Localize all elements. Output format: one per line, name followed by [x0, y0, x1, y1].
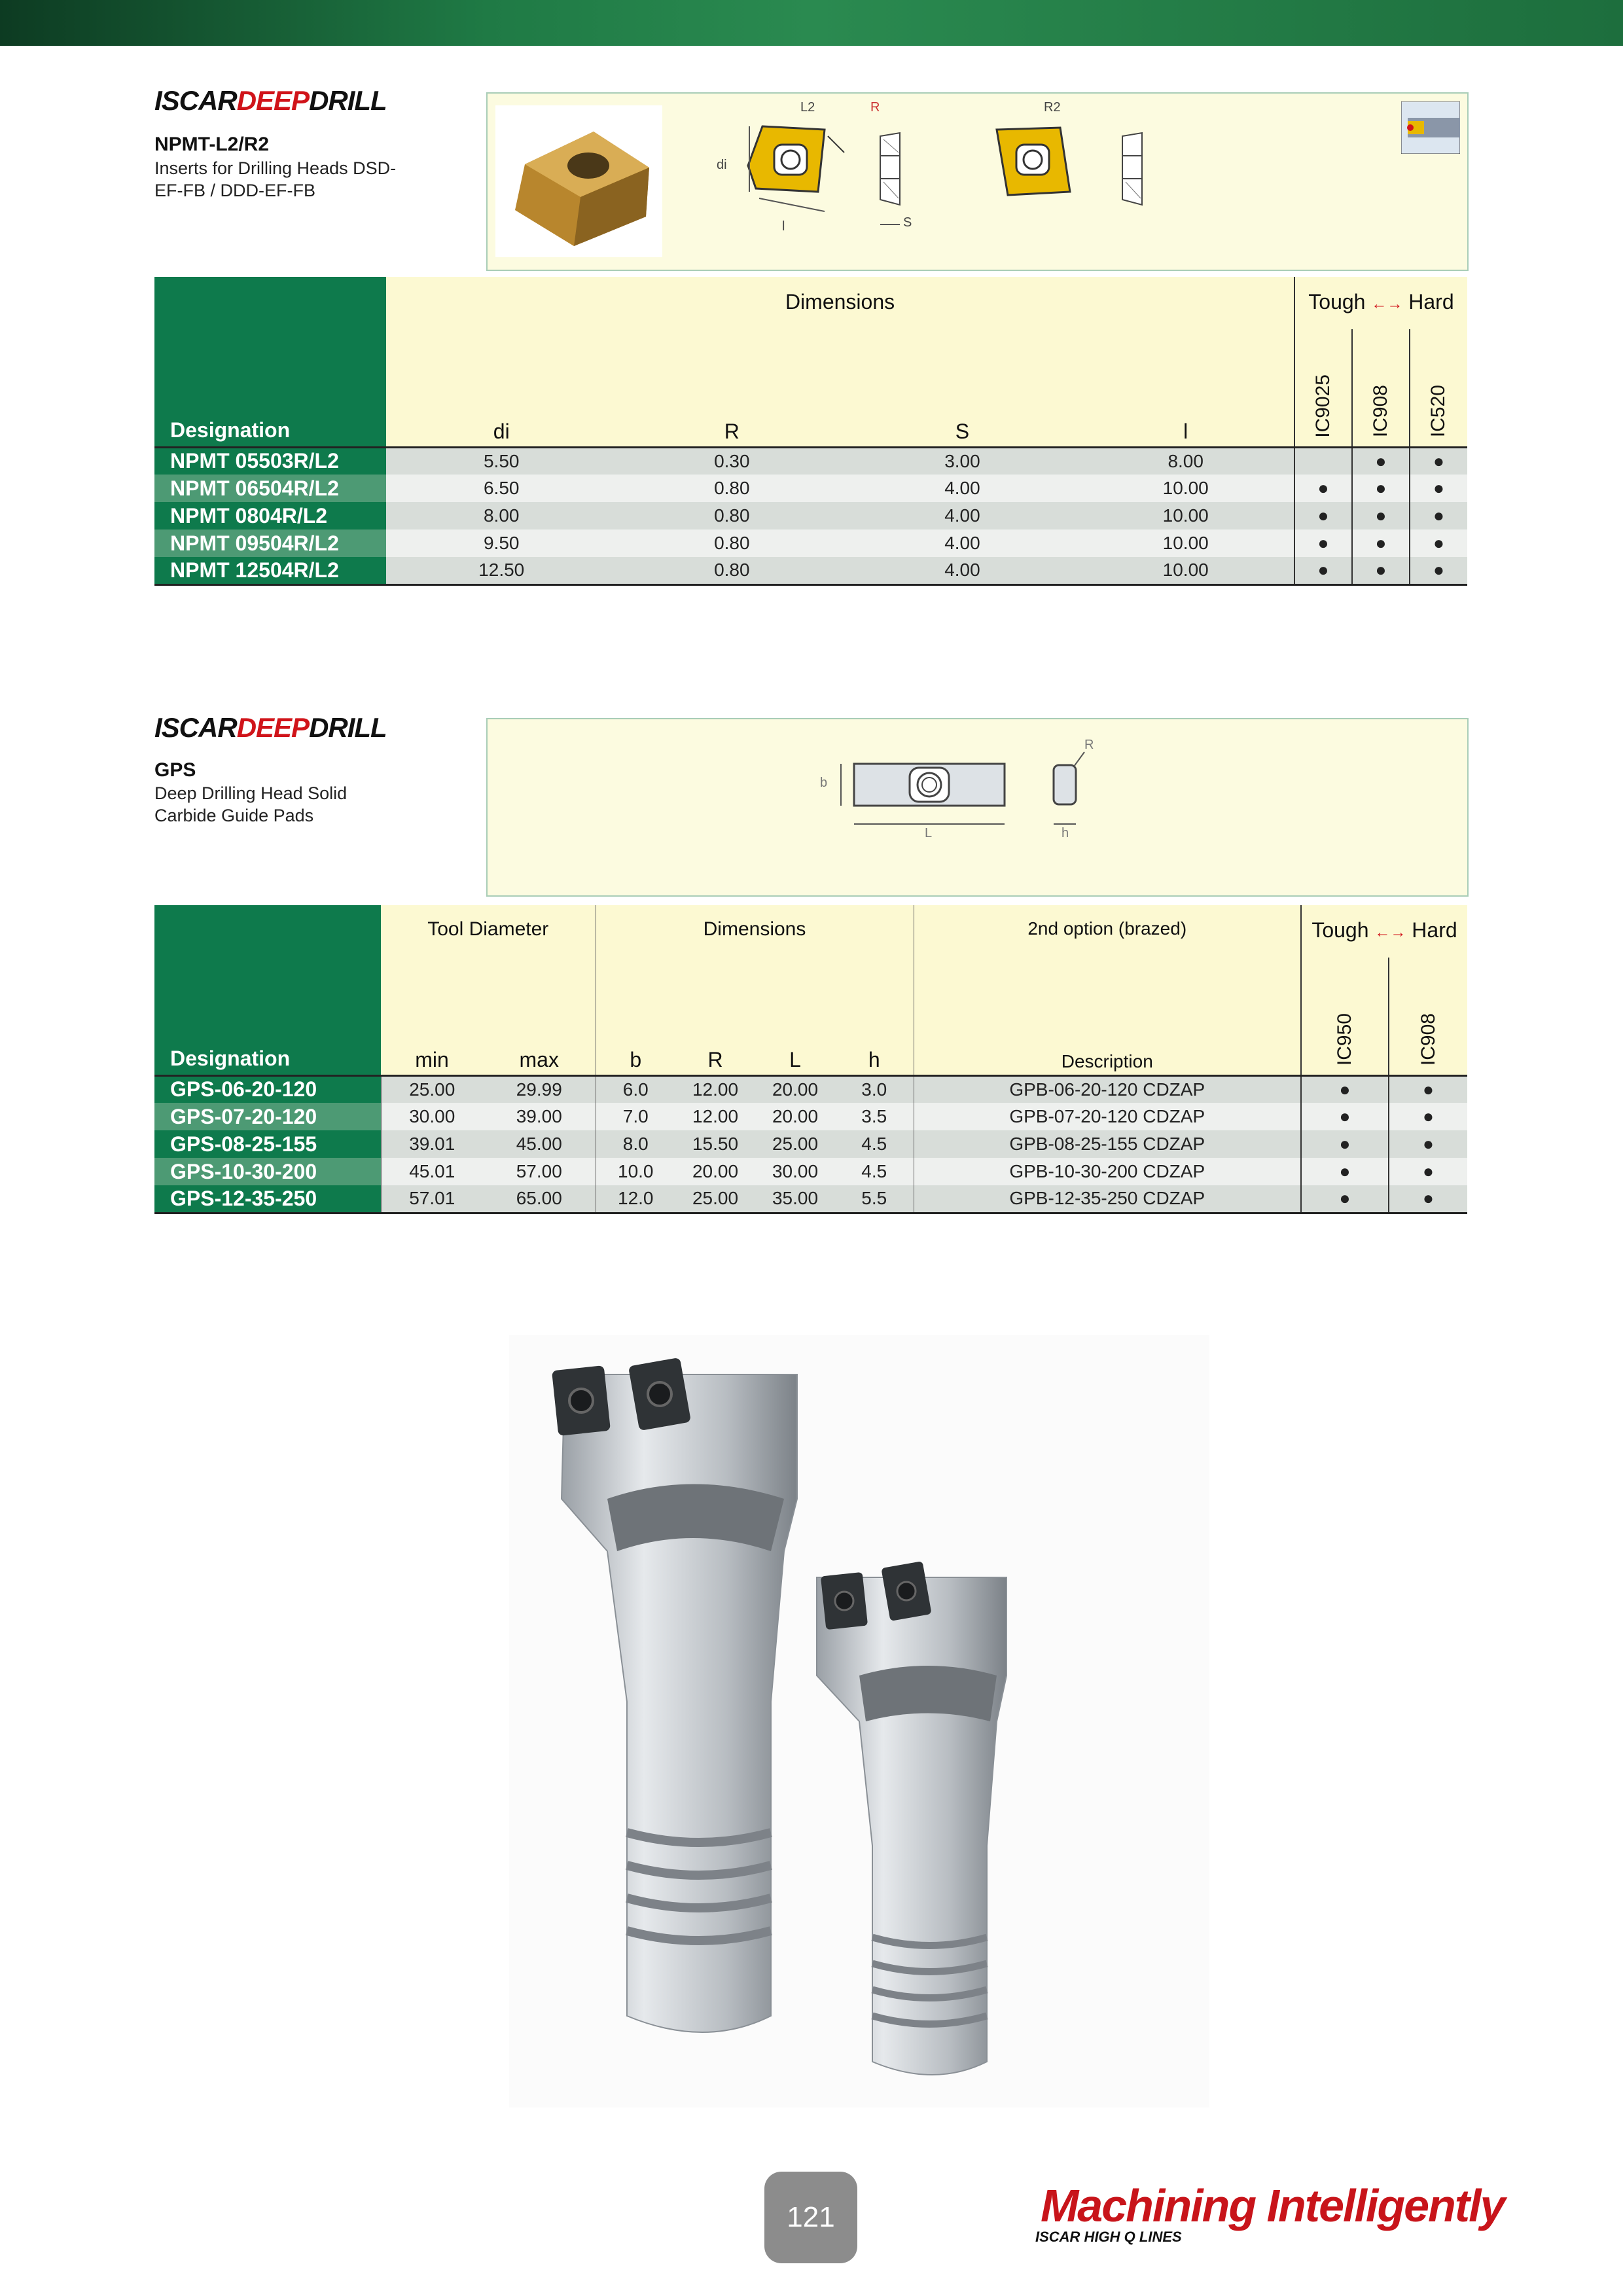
insert-drawing-panel — [486, 92, 1469, 271]
cell-r: 15.50 — [675, 1130, 755, 1158]
hard-label: Hard — [1412, 918, 1457, 942]
cell-grade: ● — [1301, 1185, 1389, 1213]
row-designation: GPS-12-35-250 — [154, 1185, 381, 1213]
table-row — [154, 475, 1467, 502]
brand-part-1: ISCAR — [154, 85, 237, 116]
cell-b: 10.0 — [596, 1158, 675, 1185]
product-title: NPMT-L2/R2 — [154, 134, 270, 155]
cell-b: 12.0 — [596, 1185, 675, 1213]
drilling-heads-photo — [509, 1335, 1209, 2108]
insert-dimension-drawing — [704, 100, 1188, 264]
cell-grade: ● — [1352, 475, 1410, 502]
cell-r: 25.00 — [675, 1185, 755, 1213]
cell-di: 12.50 — [386, 557, 616, 584]
cell-max: 39.00 — [483, 1103, 596, 1130]
cell-max: 29.99 — [483, 1075, 596, 1103]
cell-grade: ● — [1352, 529, 1410, 557]
cell-grade: ● — [1352, 557, 1410, 584]
header-description: Description — [914, 958, 1301, 1075]
header-dimensions: Dimensions — [386, 277, 1294, 329]
header-designation: Designation — [170, 1046, 291, 1070]
cell-s: 4.00 — [847, 529, 1077, 557]
cell-l: 8.00 — [1078, 447, 1294, 475]
cell-r: 0.80 — [616, 502, 847, 529]
cell-b: 8.0 — [596, 1130, 675, 1158]
cell-l: 10.00 — [1078, 529, 1294, 557]
page-number: 121 — [764, 2172, 857, 2263]
cell-grade: ● — [1352, 447, 1410, 475]
brand-part-3: DRILL — [309, 85, 387, 116]
row-designation: GPS-07-20-120 — [154, 1103, 381, 1130]
cell-l: 25.00 — [755, 1130, 835, 1158]
header-min: min — [381, 958, 483, 1075]
cell-grade: ● — [1410, 502, 1467, 529]
arrow-both-icon: ←→ — [1371, 295, 1403, 313]
slogan: Machining Intelligently — [1041, 2180, 1505, 2231]
brand-part-2: DEEP — [236, 85, 310, 116]
cell-di: 9.50 — [386, 529, 616, 557]
cell-min: 30.00 — [381, 1103, 483, 1130]
cell-s: 3.00 — [847, 447, 1077, 475]
cell-r: 0.80 — [616, 557, 847, 584]
top-banner — [0, 0, 1623, 46]
cell-r: 20.00 — [675, 1158, 755, 1185]
cell-max: 57.00 — [483, 1158, 596, 1185]
label-r: R — [870, 100, 880, 115]
cell-grade: ● — [1389, 1158, 1467, 1185]
cell-r: 0.30 — [616, 447, 847, 475]
cell-grade: ● — [1389, 1130, 1467, 1158]
header-designation: Designation — [170, 418, 291, 442]
row-designation: NPMT 06504R/L2 — [154, 475, 386, 502]
header-r: R — [616, 329, 847, 447]
cell-grade: ● — [1301, 1158, 1389, 1185]
cell-r: 12.00 — [675, 1075, 755, 1103]
cell-grade: ● — [1301, 1103, 1389, 1130]
cell-grade: ● — [1294, 557, 1352, 584]
header-s: S — [847, 329, 1077, 447]
label-di: di — [717, 158, 727, 172]
cell-grade: ● — [1352, 502, 1410, 529]
guide-pad-dimension-drawing — [815, 739, 1129, 883]
cell-grade: ● — [1410, 447, 1467, 475]
label-s: S — [903, 215, 912, 230]
cell-r: 0.80 — [616, 475, 847, 502]
grade-ic9025: IC9025 — [1311, 374, 1334, 438]
header-tool-diameter: Tool Diameter — [381, 905, 596, 958]
grade-ic520: IC520 — [1427, 385, 1450, 438]
cell-min: 45.01 — [381, 1158, 483, 1185]
cell-grade — [1294, 447, 1352, 475]
cell-di: 8.00 — [386, 502, 616, 529]
cell-grade: ● — [1301, 1075, 1389, 1103]
tough-label: Tough — [1311, 918, 1369, 942]
product-title: GPS — [154, 759, 196, 781]
row-designation: NPMT 12504R/L2 — [154, 557, 386, 584]
grade-ic950: IC950 — [1334, 1013, 1355, 1066]
brand-part-2: DEEP — [236, 712, 310, 743]
cell-h: 5.5 — [835, 1185, 914, 1213]
product-description: Deep Drilling Head Solid Carbide Guide Pads — [154, 783, 348, 825]
application-icon — [1401, 101, 1460, 154]
arrow-both-icon: ←→ — [1374, 924, 1406, 941]
cell-h: 4.5 — [835, 1130, 914, 1158]
cell-description: GPB-10-30-200 CDZAP — [914, 1158, 1301, 1185]
cell-grade: ● — [1410, 557, 1467, 584]
label-r: R — [1084, 738, 1094, 752]
cell-grade: ● — [1410, 475, 1467, 502]
cell-grade: ● — [1389, 1075, 1467, 1103]
cell-description: GPB-07-20-120 CDZAP — [914, 1103, 1301, 1130]
grade-ic908: IC908 — [1417, 1013, 1439, 1066]
table-row — [154, 1158, 1467, 1185]
cell-max: 65.00 — [483, 1185, 596, 1213]
header-tough-hard — [1301, 905, 1467, 958]
tough-label: Tough — [1308, 290, 1366, 314]
row-designation: NPMT 05503R/L2 — [154, 447, 386, 475]
brand-logo — [154, 85, 387, 117]
cell-l: 35.00 — [755, 1185, 835, 1213]
header-tough-hard — [1294, 277, 1467, 329]
cell-h: 3.0 — [835, 1075, 914, 1103]
brand-part-1: ISCAR — [154, 712, 237, 743]
cell-s: 4.00 — [847, 557, 1077, 584]
tagline: ISCAR HIGH Q LINES — [1035, 2229, 1182, 2245]
cell-h: 4.5 — [835, 1158, 914, 1185]
table-row — [154, 1185, 1467, 1213]
header-max: max — [483, 958, 596, 1075]
cell-l: 10.00 — [1078, 557, 1294, 584]
row-designation: GPS-10-30-200 — [154, 1158, 381, 1185]
cell-r: 0.80 — [616, 529, 847, 557]
table-row — [154, 502, 1467, 529]
header-h: h — [835, 958, 914, 1075]
row-designation: NPMT 0804R/L2 — [154, 502, 386, 529]
cell-grade: ● — [1301, 1130, 1389, 1158]
label-b: b — [820, 776, 828, 790]
row-designation: GPS-06-20-120 — [154, 1075, 381, 1103]
guide-pad-drawing-panel — [486, 718, 1469, 897]
label-l: l — [782, 219, 785, 234]
cell-max: 45.00 — [483, 1130, 596, 1158]
label-l2: L2 — [800, 100, 815, 115]
row-designation: NPMT 09504R/L2 — [154, 529, 386, 557]
cell-grade: ● — [1294, 529, 1352, 557]
cell-min: 25.00 — [381, 1075, 483, 1103]
label-h: h — [1061, 826, 1069, 840]
label-l: L — [925, 826, 933, 840]
table-row — [154, 529, 1467, 557]
table-row — [154, 447, 1467, 475]
insert-photo — [495, 105, 662, 257]
cell-min: 57.01 — [381, 1185, 483, 1213]
table-row — [154, 1075, 1467, 1103]
table-row — [154, 1130, 1467, 1158]
cell-min: 39.01 — [381, 1130, 483, 1158]
hard-label: Hard — [1408, 290, 1454, 314]
cell-h: 3.5 — [835, 1103, 914, 1130]
header-2nd-option: 2nd option (brazed) — [914, 905, 1301, 958]
cell-di: 6.50 — [386, 475, 616, 502]
product-description: Inserts for Drilling Heads DSD-EF-FB / DDD-EF-FB — [154, 158, 397, 200]
cell-description: GPB-12-35-250 CDZAP — [914, 1185, 1301, 1213]
cell-grade: ● — [1389, 1103, 1467, 1130]
header-l: L — [755, 958, 835, 1075]
cell-l: 20.00 — [755, 1103, 835, 1130]
cell-grade: ● — [1294, 475, 1352, 502]
cell-s: 4.00 — [847, 502, 1077, 529]
grade-ic908: IC908 — [1369, 385, 1391, 438]
header-l: l — [1078, 329, 1294, 447]
npmt-table — [154, 277, 1467, 586]
cell-s: 4.00 — [847, 475, 1077, 502]
header-dimensions: Dimensions — [596, 905, 914, 958]
cell-b: 7.0 — [596, 1103, 675, 1130]
cell-grade: ● — [1389, 1185, 1467, 1213]
brand-part-3: DRILL — [309, 712, 387, 743]
cell-di: 5.50 — [386, 447, 616, 475]
cell-grade: ● — [1294, 502, 1352, 529]
header-di: di — [386, 329, 616, 447]
cell-description: GPB-06-20-120 CDZAP — [914, 1075, 1301, 1103]
brand-logo — [154, 712, 387, 744]
table-row — [154, 557, 1467, 584]
header-b: b — [596, 958, 675, 1075]
header-r: R — [675, 958, 755, 1075]
cell-l: 10.00 — [1078, 502, 1294, 529]
cell-l: 20.00 — [755, 1075, 835, 1103]
gps-table — [154, 905, 1467, 1214]
cell-r: 12.00 — [675, 1103, 755, 1130]
cell-description: GPB-08-25-155 CDZAP — [914, 1130, 1301, 1158]
label-r2: R2 — [1044, 100, 1061, 115]
cell-l: 10.00 — [1078, 475, 1294, 502]
cell-l: 30.00 — [755, 1158, 835, 1185]
table-row — [154, 1103, 1467, 1130]
cell-grade: ● — [1410, 529, 1467, 557]
row-designation: GPS-08-25-155 — [154, 1130, 381, 1158]
cell-b: 6.0 — [596, 1075, 675, 1103]
